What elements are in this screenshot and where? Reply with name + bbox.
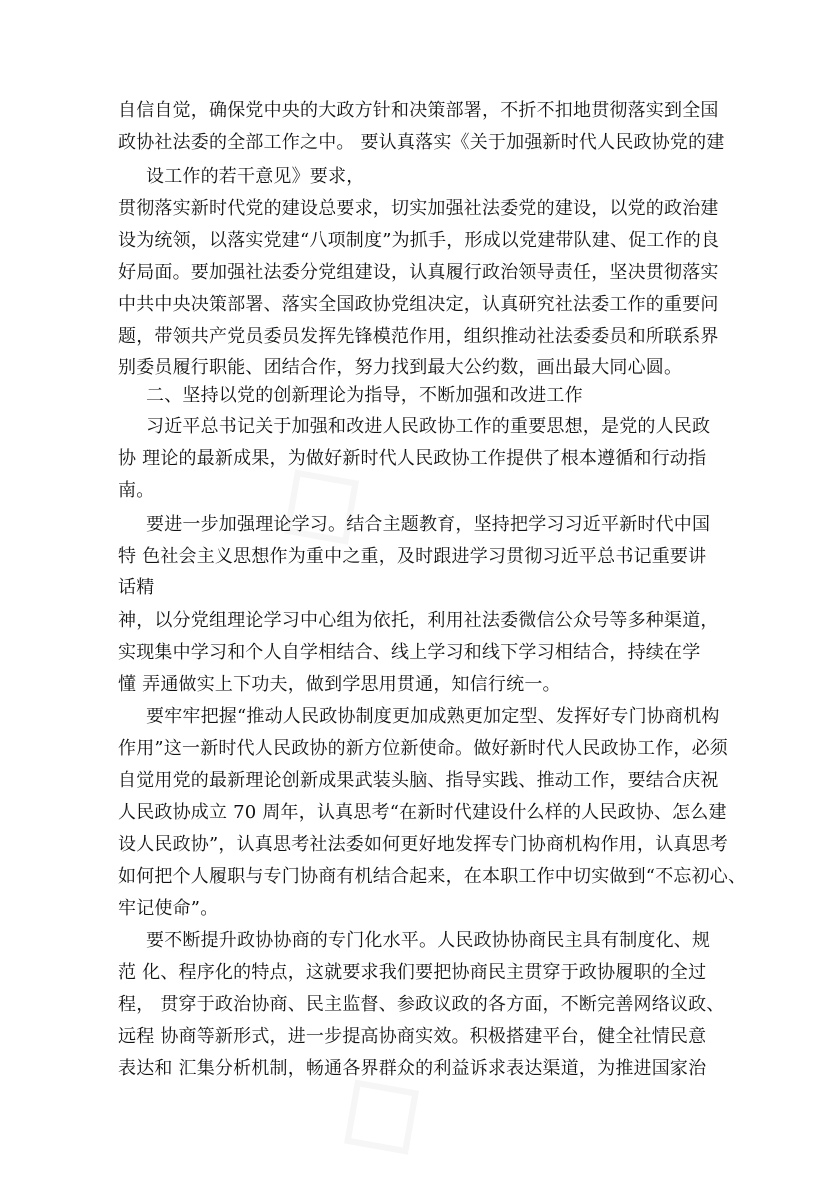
text-line: 牢记使命”。 bbox=[118, 898, 219, 919]
text-line: 贯彻落实新时代党的建设总要求，切实加强社法委党的建设，以党的政治建 bbox=[118, 198, 719, 219]
text-line: 话精 bbox=[118, 577, 155, 598]
text-line: 南。 bbox=[118, 480, 155, 501]
text-line: 政协社法委的全部工作之中。 要认真落实《关于加强新时代人民政协党的建 bbox=[118, 132, 725, 153]
text-line: 设工作的若干意见》要求， bbox=[146, 166, 365, 187]
text-line: 特 色社会主义思想作为重中之重，及时跟进学习贯彻习近平总书记重要讲 bbox=[118, 546, 707, 567]
text-line: 远程 协商等新形式，进一步提高协商实效。积极搭建平台，健全社情民意 bbox=[118, 1026, 707, 1047]
text-line: 程， 贯穿于政治协商、民主监督、参政议政的各方面，不断完善网络议政、 bbox=[118, 994, 725, 1015]
text-line: 要不断提升政协协商的专门化水平。人民政协协商民主具有制度化、规 bbox=[146, 930, 711, 951]
text-line: 作用”这一新时代人民政协的新方位新使命。做好新时代人民政协工作，必须 bbox=[118, 738, 728, 759]
text-line: 题，带领共产党员委员发挥先锋模范作用，组织推动社法委委员和所联系界 bbox=[118, 326, 719, 347]
text-line: 实现集中学习和个人自学相结合、线上学习和线下学习相结合，持续在学 bbox=[118, 642, 701, 663]
text-line: 好局面。要加强社法委分党组建设，认真履行政治领导责任，坚决贯彻落实 bbox=[118, 262, 719, 283]
text-line: 范 化、程序化的特点，这就要求我们要把协商民主贯穿于政协履职的全过 bbox=[118, 962, 707, 983]
text-line: 人民政协成立 70 周年，认真思考“在新时代建设什么样的人民政协、怎么建 bbox=[118, 802, 727, 823]
watermark-decoration bbox=[298, 1026, 453, 1193]
text-line: 如何把个人履职与专门协商有机结合起来，在本职工作中切实做到“不忘初心、 bbox=[118, 866, 747, 887]
text-line: 习近平总书记关于加强和改进人民政协工作的重要思想，是党的人民政 bbox=[146, 416, 711, 437]
text-line: 别委员履行职能、团结合作，努力找到最大公约数，画出最大同心圆。 bbox=[118, 357, 683, 378]
text-line: 表达和 汇集分析机制，畅通各界群众的利益诉求表达渠道，为推进国家治 bbox=[118, 1058, 707, 1079]
text-line: 中共中央决策部署、落实全国政协党组决定，认真研究社法委工作的重要问 bbox=[118, 294, 719, 315]
text-line: 要牢牢把握“推动人民政协制度更加成熟更加定型、发挥好专门协商机构 bbox=[146, 706, 720, 727]
text-line: 自觉用党的最新理论创新成果武装头脑、指导实践、推动工作，要结合庆祝 bbox=[118, 770, 719, 791]
text-line: 懂 弄通做实上下功夫，做到学思用贯通，知信行统一。 bbox=[118, 674, 561, 695]
section-heading: 二、坚持以党的创新理论为指导，不断加强和改进工作 bbox=[146, 385, 583, 406]
text-line: 神，以分党组理论学习中心组为依托，利用社法委微信公众号等多种渠道， bbox=[118, 610, 719, 631]
text-line: 协 理论的最新成果，为做好新时代人民政协工作提供了根本遵循和行动指 bbox=[118, 448, 707, 469]
text-line: 设人民政协”，认真思考社法委如何更好地发挥专门协商机构作用，认真思考 bbox=[118, 834, 728, 855]
text-line: 设为统领，以落实党建“八项制度”为抓手，形成以党建带队建、促工作的良 bbox=[118, 230, 720, 251]
text-line: 自信自觉，确保党中央的大政方针和决策部署，不折不扣地贯彻落实到全国 bbox=[118, 100, 719, 121]
text-line: 要进一步加强理论学习。结合主题教育，坚持把学习习近平新时代中国 bbox=[146, 514, 711, 535]
